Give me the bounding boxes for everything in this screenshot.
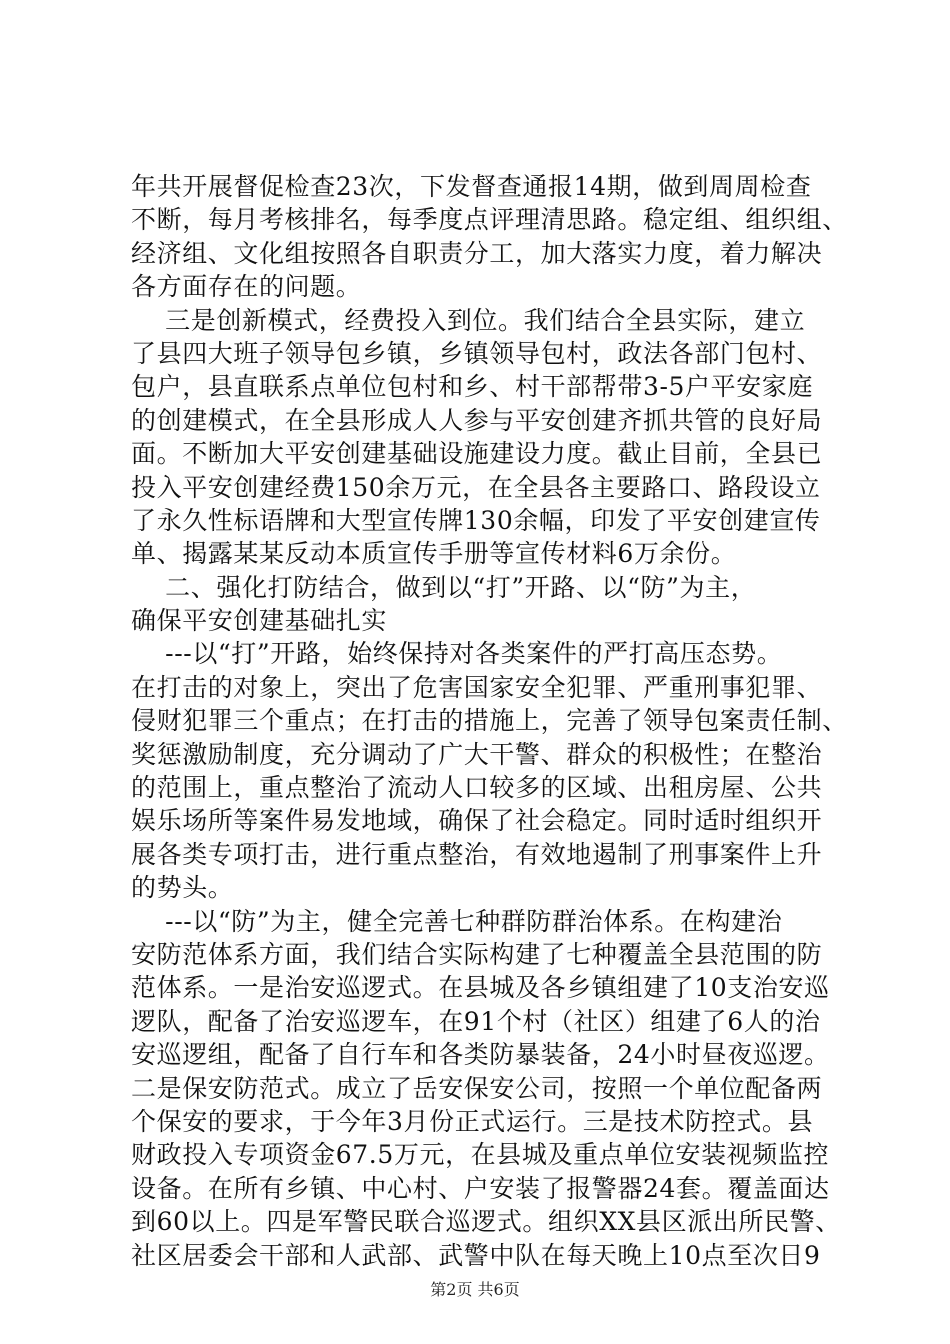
text-line: ---以“防”为主，健全完善七种群防群治体系。在构建治 bbox=[131, 906, 783, 936]
text-line: 了永久性标语牌和大型宣传牌130余幅，印发了平安创建宣传 bbox=[131, 505, 821, 535]
text-line: 了县四大班子领导包乡镇，乡镇领导包村，政法各部门包村、 bbox=[131, 338, 823, 368]
text-line: 侵财犯罪三个重点；在打击的措施上，完善了领导包案责任制、 bbox=[131, 706, 848, 736]
text-line: 不断，每月考核排名，每季度点评理清思路。稳定组、组织组、 bbox=[131, 205, 848, 235]
text-line: 二是保安防范式。成立了岳安保安公司，按照一个单位配备两 bbox=[131, 1073, 823, 1103]
text-line: 安防范体系方面，我们结合实际构建了七种覆盖全县范围的防 bbox=[131, 939, 823, 969]
text-line: 娱乐场所等案件易发地域，确保了社会稳定。同时适时组织开 bbox=[131, 806, 823, 836]
text-line: 逻队，配备了治安巡逻车，在91个村（社区）组建了6人的治 bbox=[131, 1006, 821, 1036]
section-heading-line: 确保平安创建基础扎实 bbox=[131, 606, 388, 636]
text-line: 展各类专项打击，进行重点整治，有效地遏制了刑事案件上升 bbox=[131, 839, 823, 869]
text-line: 经济组、文化组按照各自职责分工，加大落实力度，着力解决 bbox=[131, 238, 823, 268]
body-text bbox=[131, 170, 848, 1272]
text-line: 奖惩激励制度，充分调动了广大干警、群众的积极性；在整治 bbox=[131, 739, 823, 769]
text-line: 包户，县直联系点单位包村和乡、村干部帮带3-5户平安家庭 bbox=[131, 372, 814, 402]
text-line: 个保安的要求，于今年3月份正式运行。三是技术防控式。县 bbox=[131, 1106, 814, 1136]
text-line: 财政投入专项资金67.5万元，在县城及重点单位安装视频监控 bbox=[131, 1140, 830, 1170]
text-line: 到60以上。四是军警民联合巡逻式。组织XX县区派出所民警、 bbox=[131, 1207, 841, 1237]
text-line: ---以“打”开路，始终保持对各类案件的严打高压态势。 bbox=[131, 639, 783, 669]
text-line: 在打击的对象上，突出了危害国家安全犯罪、严重刑事犯罪、 bbox=[131, 672, 823, 702]
text-line: 的范围上，重点整治了流动人口较多的区域、出租房屋、公共 bbox=[131, 773, 823, 803]
section-heading-line: 二、强化打防结合，做到以“打”开路、以“防”为主， bbox=[131, 572, 757, 602]
text-line: 的势头。 bbox=[131, 873, 234, 903]
text-line: 范体系。一是治安巡逻式。在县城及各乡镇组建了10支治安巡 bbox=[131, 973, 830, 1003]
text-line: 单、揭露某某反动本质宣传手册等宣传材料6万余份。 bbox=[131, 539, 737, 569]
text-line: 设备。在所有乡镇、中心村、户安装了报警器24套。覆盖面达 bbox=[131, 1173, 830, 1203]
text-line: 社区居委会干部和人武部、武警中队在每天晚上10点至次日9 bbox=[131, 1240, 821, 1270]
text-line: 三是创新模式，经费投入到位。我们结合全县实际，建立 bbox=[131, 305, 806, 335]
text-line: 安巡逻组，配备了自行车和各类防暴装备，24小时昼夜巡逻。 bbox=[131, 1040, 830, 1070]
text-line: 年共开展督促检查23次，下发督查通报14期，做到周周检查 bbox=[131, 172, 812, 201]
text-line: 的创建模式，在全县形成人人参与平安创建齐抓共管的良好局 bbox=[131, 405, 823, 435]
text-line: 面。不断加大平安创建基础设施建设力度。截止目前，全县已 bbox=[131, 439, 823, 469]
page-footer: 第2页 共6页 bbox=[430, 1280, 520, 1299]
text-line: 各方面存在的问题。 bbox=[131, 272, 362, 302]
text-line: 投入平安创建经费150余万元，在全县各主要路口、路段设立 bbox=[131, 472, 821, 502]
